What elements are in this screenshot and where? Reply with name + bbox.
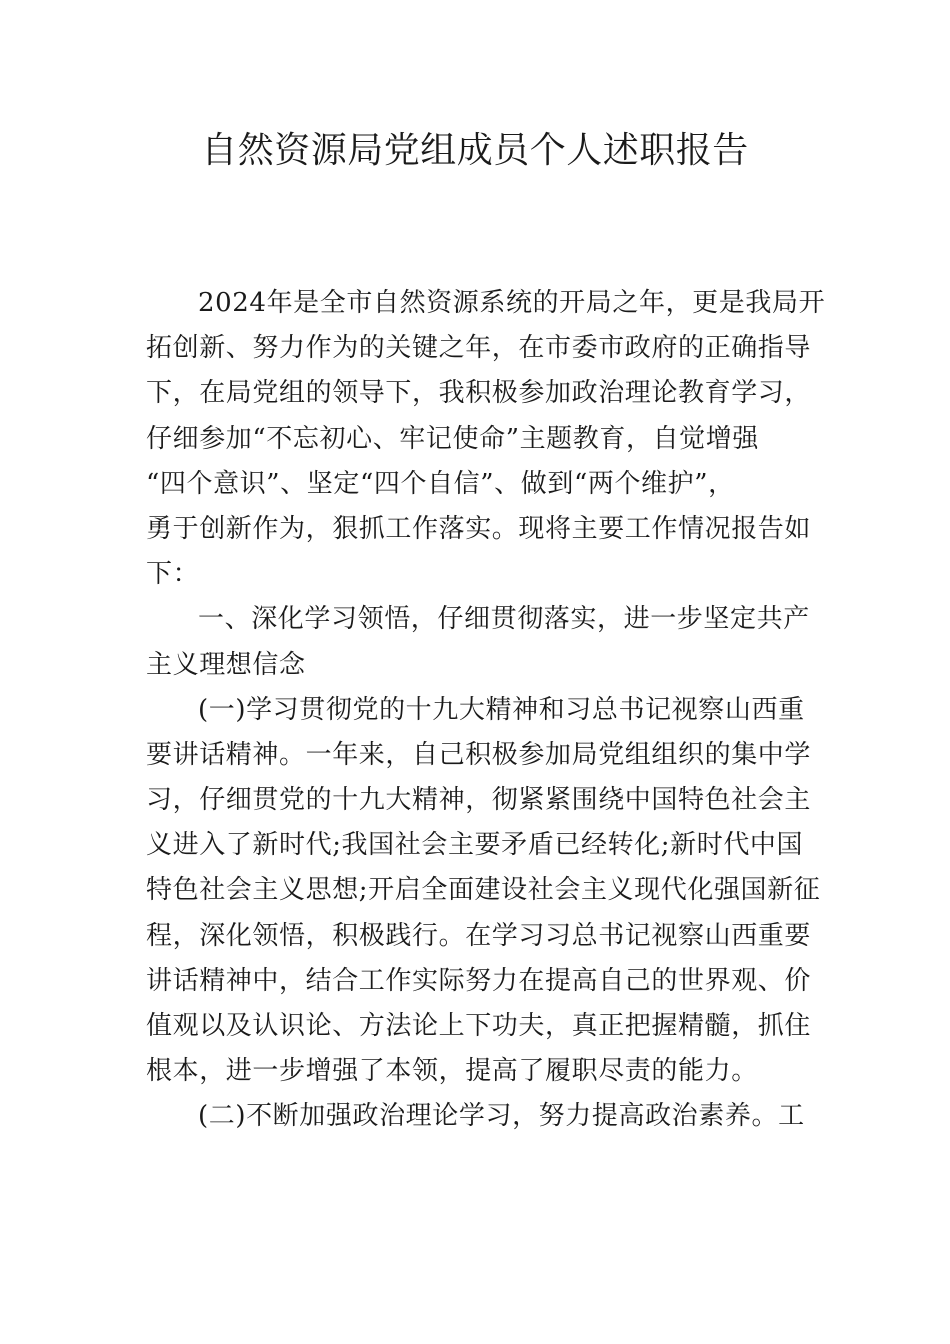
document-body	[146, 281, 826, 1140]
body-line: 仔细参加“不忘初心、牢记使命”主题教育，自觉增强	[146, 423, 759, 454]
body-line: 拓创新、努力作为的关键之年，在市委市政府的正确指导	[146, 333, 812, 364]
body-line: 下：	[146, 559, 200, 590]
body-line: 要讲话精神。一年来，自己积极参加局党组组织的集中学	[146, 739, 812, 770]
body-line: 讲话精神中，结合工作实际努力在提高自己的世界观、价	[146, 965, 812, 996]
body-line: 根本，进一步增强了本领，提高了履职尽责的能力。	[146, 1056, 758, 1087]
body-line: 特色社会主义思想;开启全面建设社会主义现代化强国新征	[146, 875, 821, 906]
body-line: (二)不断加强政治理论学习，努力提高政治素养。工	[198, 1101, 805, 1132]
body-line: “四个意识”、坚定“四个自信”、做到“两个维护”，	[146, 468, 735, 499]
body-line: 2024年是全市自然资源系统的开局之年，更是我局开	[198, 288, 826, 318]
body-line: 下，在局党组的领导下，我积极参加政治理论教育学习，	[146, 378, 812, 409]
body-line: 程，深化领悟，积极践行。在学习习总书记视察山西重要	[146, 920, 812, 951]
body-line: (一)学习贯彻党的十九大精神和习总书记视察山西重	[198, 694, 805, 725]
section-heading-line: 主义理想信念	[146, 649, 306, 680]
body-line: 习，仔细贯党的十九大精神，彻紧紧围绕中国特色社会主	[146, 785, 812, 816]
section-heading-line: 一、深化学习领悟，仔细贯彻落实，进一步坚定共产	[198, 604, 810, 635]
document-title: 自然资源局党组成员个人述职报告	[201, 130, 749, 171]
body-line: 勇于创新作为，狠抓工作落实。现将主要工作情况报告如	[146, 513, 812, 544]
body-line: 值观以及认识论、方法论上下功夫，真正把握精髓，抓住	[146, 1011, 812, 1041]
body-line: 义进入了新时代;我国社会主要矛盾已经转化;新时代中国	[146, 830, 804, 861]
